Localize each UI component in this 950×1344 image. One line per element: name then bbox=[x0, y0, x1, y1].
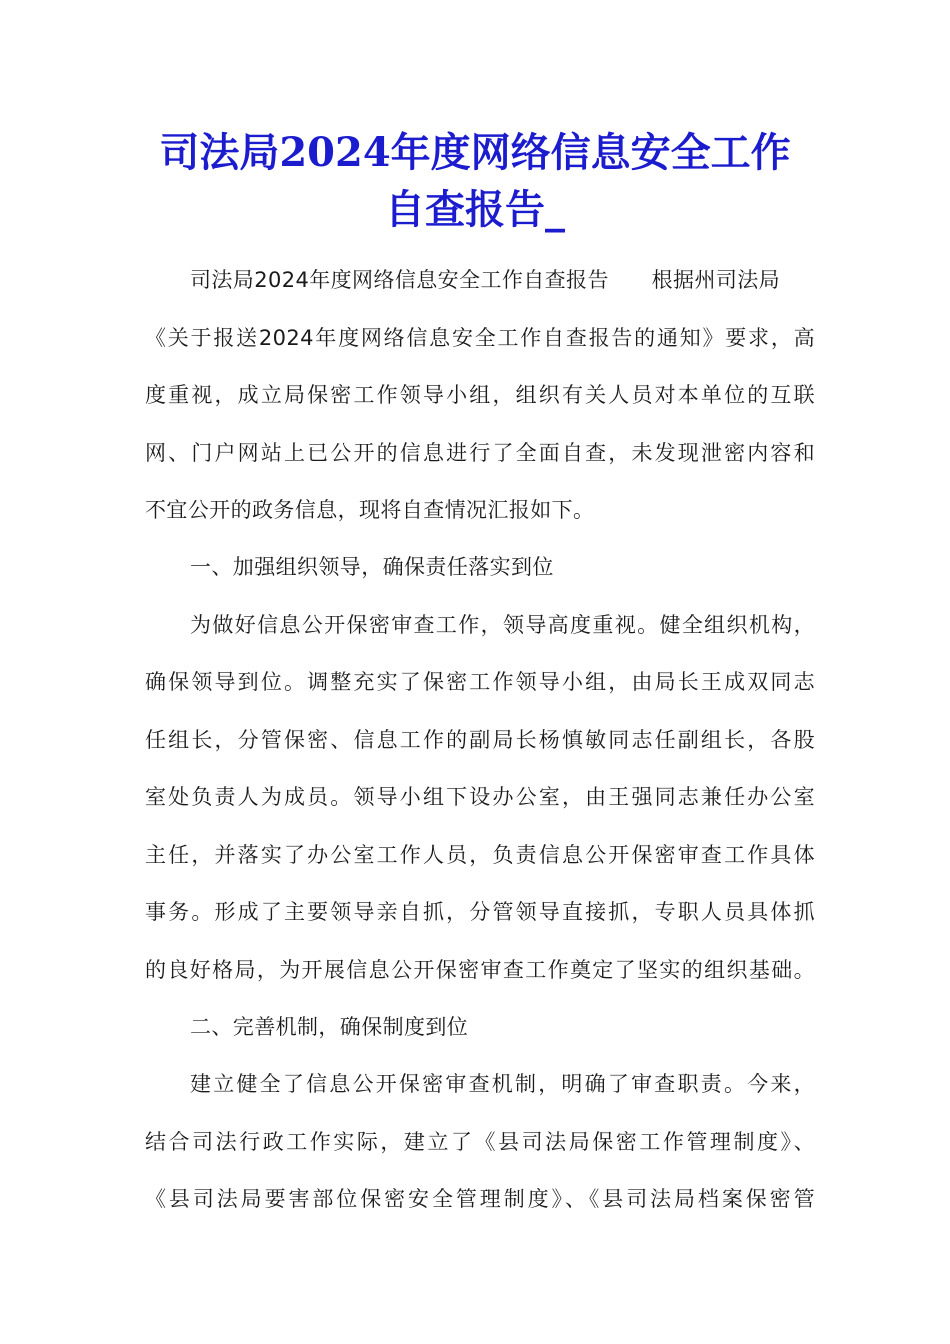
body-line: 结合司法行政工作实际，建立了《县司法局保密工作管理制度》、 bbox=[145, 1130, 815, 1154]
document-title-line-1: 司法局2024年度网络信息安全工作 bbox=[159, 129, 791, 176]
body-line: 为做好信息公开保密审查工作，领导高度重视。健全组织机构， bbox=[190, 613, 815, 637]
body-line: 度重视，成立局保密工作领导小组，组织有关人员对本单位的互联 bbox=[145, 383, 815, 407]
body-line: 网、门户网站上已公开的信息进行了全面自查，未发现泄密内容和 bbox=[145, 441, 815, 465]
body-line: 主任，并落实了办公室工作人员，负责信息公开保密审查工作具体 bbox=[145, 843, 815, 867]
body-line: 《关于报送2024年度网络信息安全工作自查报告的通知》要求，高 bbox=[145, 326, 815, 350]
section-heading-2: 二、完善机制，确保制度到位 bbox=[190, 1015, 469, 1039]
body-line: 事务。形成了主要领导亲自抓，分管领导直接抓，专职人员具体抓 bbox=[145, 900, 815, 924]
body-line: 的良好格局，为开展信息公开保密审查工作奠定了坚实的组织基础。 bbox=[145, 958, 815, 982]
document-title-line-2: 自查报告_ bbox=[385, 186, 565, 233]
body-line: 建立健全了信息公开保密审查机制，明确了审查职责。今来， bbox=[190, 1072, 815, 1096]
body-line: 不宜公开的政务信息，现将自查情况汇报如下。 bbox=[145, 498, 595, 522]
body-line: 任组长，分管保密、信息工作的副局长杨慎敏同志任副组长，各股 bbox=[145, 728, 815, 752]
body-line: 司法局2024年度网络信息安全工作自查报告 根据州司法局 bbox=[190, 268, 781, 292]
body-line: 确保领导到位。调整充实了保密工作领导小组，由局长王成双同志 bbox=[145, 670, 815, 694]
body-line: 《县司法局要害部位保密安全管理制度》、《县司法局档案保密管 bbox=[145, 1187, 815, 1211]
section-heading-1: 一、加强组织领导，确保责任落实到位 bbox=[190, 555, 554, 579]
body-line: 室处负责人为成员。领导小组下设办公室，由王强同志兼任办公室 bbox=[145, 785, 815, 809]
